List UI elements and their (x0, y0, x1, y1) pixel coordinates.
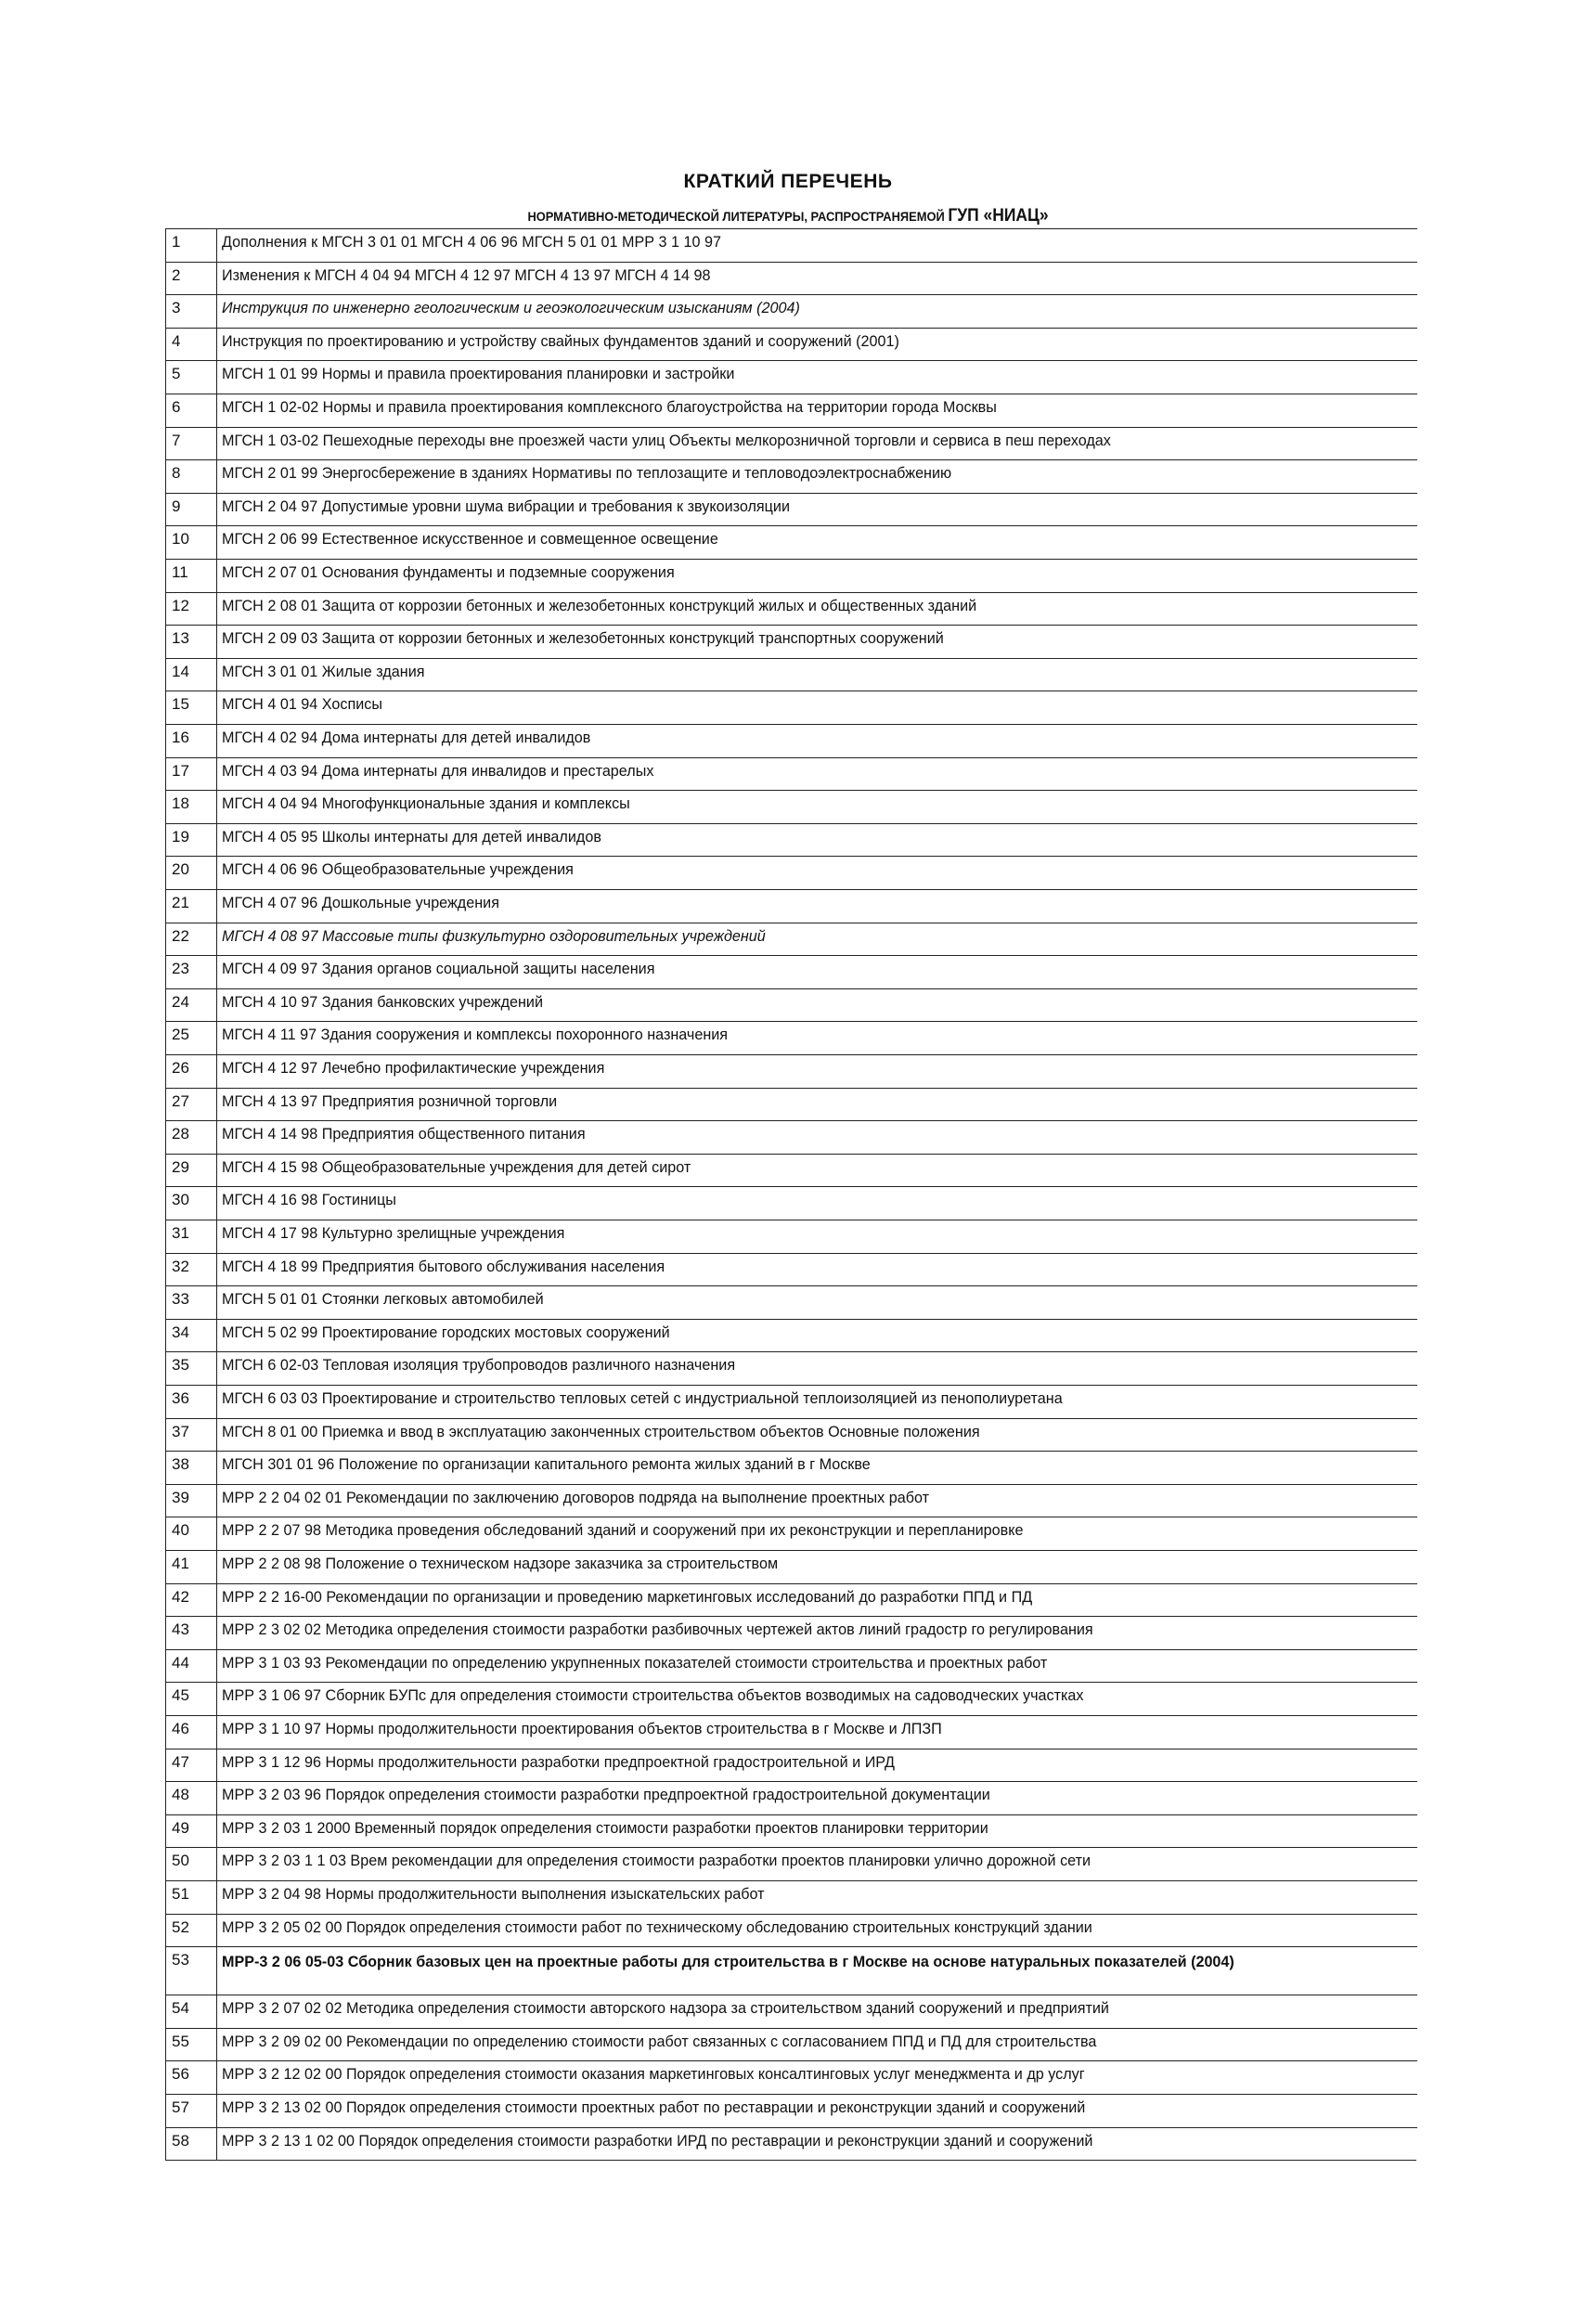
column-divider (216, 1716, 217, 1749)
list-row (166, 2060, 1417, 2094)
list-row (166, 1880, 1417, 1914)
row-number: 42 (172, 1587, 189, 1606)
row-number: 55 (172, 2032, 189, 2050)
row-number: 1 (172, 233, 181, 251)
row-title: МРР 2 2 07 98 Методика проведения обследований зданий и сооружений при их реконструкции и перепланировке (222, 1522, 1024, 1540)
list-row (166, 328, 1417, 361)
column-divider (216, 2095, 217, 2127)
list-row (166, 559, 1417, 592)
list-row (166, 1847, 1417, 1880)
column-divider (216, 229, 217, 262)
row-title: МРР 2 2 04 02 01 Рекомендации по заключению договоров подряда на выполнение проектных работ (222, 1489, 930, 1506)
row-title: МГСН 4 01 94 Хосписы (222, 696, 382, 714)
row-title: МГСН 4 03 94 Дома интернаты для инвалидов и престарелых (222, 762, 654, 780)
row-number: 40 (172, 1521, 189, 1540)
column-divider (216, 758, 217, 791)
column-divider (216, 1419, 217, 1452)
column-divider (216, 1452, 217, 1484)
column-divider (216, 890, 217, 923)
column-divider (216, 1782, 217, 1814)
column-divider (216, 725, 217, 757)
list-row (166, 1351, 1417, 1385)
row-title: МГСН 4 14 98 Предприятия общественного питания (222, 1126, 586, 1143)
row-title: МГСН 1 02-02 Нормы и правила проектирования комплексного благоустройства на территории города Москвы (222, 399, 997, 416)
list-row (166, 1749, 1417, 1782)
row-title: МРР 2 3 02 02 Методика определения стоимости разработки разбивочных чертежей актов линий градостр го регулирования (222, 1621, 1093, 1639)
row-number: 23 (172, 960, 189, 978)
list-row (166, 459, 1417, 493)
row-number: 7 (172, 431, 181, 449)
list-row (166, 988, 1417, 1022)
list-row (166, 757, 1417, 791)
list-row (166, 1946, 1417, 1995)
column-divider (216, 329, 217, 361)
row-number: 46 (172, 1720, 189, 1737)
row-title: МГСН 1 03-02 Пешеходные переходы вне проезжей части улиц Объекты мелкорозничной торговли и сервиса в пеш переходах (222, 432, 1111, 449)
list-row (166, 1682, 1417, 1715)
row-title: МРР 3 1 03 93 Рекомендации по определению укрупненных показателей стоимости строительства и проектных работ (222, 1654, 1048, 1672)
subtitle-organization: ГУП «НИАЦ» (948, 206, 1049, 226)
row-number: 8 (172, 464, 181, 483)
column-divider (216, 1915, 217, 1947)
list-row (166, 1120, 1417, 1154)
row-number: 27 (172, 1091, 189, 1110)
row-number: 21 (172, 894, 189, 911)
row-number: 47 (172, 1752, 189, 1771)
row-title: МРР 3 1 12 96 Нормы продолжительности разработки предпроектной градостроительной и ИРД (222, 1753, 895, 1771)
column-divider (216, 1947, 217, 1995)
row-title: МГСН 4 17 98 Культурно зрелищные учреждения (222, 1225, 565, 1242)
row-title: МГСН 2 06 99 Естественное искусственное и совмещенное освещение (222, 531, 718, 549)
list-row (166, 923, 1417, 956)
row-title: МГСН 4 02 94 Дома интернаты для детей инвалидов (222, 729, 591, 746)
column-divider (216, 1584, 217, 1617)
row-number: 53 (172, 1951, 189, 1969)
column-divider (216, 1617, 217, 1649)
row-title: МРР 3 2 03 96 Порядок определения стоимости разработки предпроектной градостроительной документации (222, 1787, 990, 1804)
row-title: МГСН 2 04 97 Допустимые уровни шума вибрации и требования к звукоизоляции (222, 497, 791, 515)
row-title: МГСН 4 13 97 Предприятия розничной торговли (222, 1092, 558, 1110)
row-number: 33 (172, 1290, 189, 1309)
row-title: МГСН 4 12 97 Лечебно профилактические учреждения (222, 1060, 605, 1077)
row-number: 49 (172, 1818, 189, 1837)
column-divider (216, 1220, 217, 1253)
list-row (166, 1088, 1417, 1121)
row-title: МГСН 5 01 01 Стоянки легковых автомобилей (222, 1291, 544, 1309)
column-divider (216, 857, 217, 889)
row-title: МРР 3 2 12 02 00 Порядок определения стоимости оказания маркетинговых консалтинговых услуг менеджмента и др услуг (222, 2066, 1085, 2084)
row-title: МГСН 6 03 03 Проектирование и строительство тепловых сетей с индустриальной теплоизоляцией из пенополиуретана (222, 1390, 1063, 1407)
column-divider (216, 263, 217, 295)
column-divider (216, 626, 217, 658)
row-title: МГСН 301 01 96 Положение по организации капитального ремонта жилых зданий в г Москве (222, 1456, 871, 1474)
column-divider (216, 1749, 217, 1782)
row-number: 44 (172, 1653, 189, 1672)
row-title: МРР 3 2 03 1 2000 Временный порядок определения стоимости разработки проектов планировки территории (222, 1819, 988, 1837)
row-number: 50 (172, 1852, 189, 1870)
list-row (166, 658, 1417, 691)
literature-list (165, 228, 1417, 2160)
row-title: МРР 3 1 06 97 Сборник БУПс для определения стоимости строительства объектов возводимых на садоводческих участках (222, 1687, 1084, 1705)
column-divider (216, 791, 217, 823)
row-number: 22 (172, 926, 189, 945)
row-title: МГСН 4 15 98 Общеобразовательные учреждения для детей сирот (222, 1158, 691, 1176)
row-number: 24 (172, 992, 189, 1011)
list-row (166, 1385, 1417, 1418)
row-number: 32 (172, 1257, 189, 1275)
list-row (166, 1484, 1417, 1517)
list-row (166, 1154, 1417, 1187)
list-row (166, 1814, 1417, 1848)
row-number: 17 (172, 761, 189, 780)
list-row (166, 856, 1417, 889)
list-row (166, 1914, 1417, 1947)
column-divider (216, 1485, 217, 1517)
row-number: 56 (172, 2065, 189, 2084)
column-divider (216, 1187, 217, 1220)
column-divider (216, 1517, 217, 1550)
row-title: МРР 3 2 04 98 Нормы продолжительности выполнения изыскательских работ (222, 1886, 765, 1903)
list-row (166, 1418, 1417, 1452)
row-title: МГСН 4 06 96 Общеобразовательные учреждения (222, 861, 574, 879)
list-row (166, 525, 1417, 559)
row-title: МГСН 2 01 99 Энергосбережение в зданиях Нормативы по теплозащите и тепловодоэлектроснабжению (222, 465, 952, 483)
row-title: МГСН 4 04 94 Многофункциональные здания и комплексы (222, 795, 630, 813)
row-number: 30 (172, 1191, 189, 1209)
column-divider (216, 956, 217, 988)
column-divider (216, 494, 217, 526)
column-divider (216, 1650, 217, 1683)
list-row (166, 1319, 1417, 1352)
row-title: МРР 3 2 05 02 00 Порядок определения стоимости работ по техническому обследованию строительных конструкций здании (222, 1918, 1092, 1936)
list-row (166, 1021, 1417, 1054)
row-number: 34 (172, 1323, 189, 1341)
column-divider (216, 428, 217, 460)
list-row (166, 724, 1417, 757)
row-title: Инструкция по инженерно геологическим и геоэкологическим изысканиям (2004) (222, 300, 800, 317)
list-row (166, 1550, 1417, 1583)
list-row (166, 360, 1417, 394)
list-row (166, 2028, 1417, 2061)
row-title: МГСН 4 05 95 Школы интернаты для детей инвалидов (222, 828, 601, 846)
row-title: МРР 3 2 03 1 1 03 Врем рекомендации для определения стоимости разработки проектов планировки улично дорожной сети (222, 1853, 1092, 1870)
row-title: МГСН 2 09 03 Защита от коррозии бетонных и железобетонных конструкций транспортных сооружений (222, 630, 944, 648)
row-title: МРР 3 2 13 1 02 00 Порядок определения стоимости разработки ИРД по реставрации и реконструкции зданий и сооружений (222, 2132, 1093, 2150)
row-title: МГСН 5 02 99 Проектирование городских мостовых сооружений (222, 1323, 670, 1341)
row-number: 58 (172, 2131, 189, 2150)
row-title: МГСН 2 07 01 Основания фундаменты и подземные сооружения (222, 564, 675, 581)
row-number: 48 (172, 1786, 189, 1804)
column-divider (216, 1386, 217, 1418)
column-divider (216, 460, 217, 493)
row-title: МГСН 4 11 97 Здания сооружения и комплексы похоронного назначения (222, 1026, 729, 1044)
list-row (166, 790, 1417, 823)
row-number: 11 (172, 563, 188, 581)
row-title: МГСН 4 16 98 Гостиницы (222, 1192, 396, 1209)
column-divider (216, 824, 217, 857)
list-row (166, 2094, 1417, 2127)
row-title: Инструкция по проектированию и устройству свайных фундаментов зданий и сооружений (2001) (222, 332, 899, 350)
row-number: 14 (172, 662, 189, 680)
list-row (166, 2127, 1417, 2161)
row-number: 9 (172, 497, 181, 515)
column-divider (216, 2029, 217, 2061)
subtitle-text: НОРМАТИВНО-МЕТОДИЧЕСКОЙ ЛИТЕРАТУРЫ, РАСПРОСТРАНЯЕМОЙ (527, 209, 949, 224)
list-row (166, 427, 1417, 460)
column-divider (216, 989, 217, 1022)
document-title: КРАТКИЙ ПЕРЕЧЕНЬ (683, 171, 893, 192)
row-title: МГСН 8 01 00 Приемка и ввод в эксплуатацию законченных строительством объектов Основные положения (222, 1423, 980, 1440)
column-divider (216, 1848, 217, 1880)
column-divider (216, 1320, 217, 1352)
column-divider (216, 1995, 217, 2028)
row-number: 31 (172, 1224, 189, 1242)
list-row (166, 1715, 1417, 1749)
column-divider (216, 923, 217, 956)
row-title: МРР 3 2 07 02 02 Методика определения стоимости авторского надзора за строительством зданий сооружений и предприятий (222, 2000, 1109, 2018)
row-number: 35 (172, 1356, 189, 1375)
row-number: 6 (172, 398, 181, 416)
row-number: 10 (172, 530, 189, 549)
row-number: 43 (172, 1620, 189, 1639)
document-subtitle (63, 206, 1513, 226)
row-number: 39 (172, 1488, 189, 1506)
row-title: МГСН 4 09 97 Здания органов социальной защиты населения (222, 961, 655, 978)
list-row (166, 592, 1417, 626)
row-number: 20 (172, 860, 189, 879)
row-number: 4 (172, 331, 181, 350)
row-number: 41 (172, 1555, 189, 1572)
column-divider (216, 526, 217, 559)
row-title: Изменения к МГСН 4 04 94 МГСН 4 12 97 МГСН 4 13 97 МГСН 4 14 98 (222, 266, 711, 284)
column-divider (216, 1121, 217, 1154)
row-number: 26 (172, 1059, 189, 1077)
row-number: 13 (172, 629, 189, 648)
row-title: МГСН 4 08 97 Массовые типы физкультурно оздоровительных учреждений (222, 927, 766, 945)
list-bottom-border (165, 2160, 1416, 2161)
column-divider (216, 2128, 217, 2161)
column-divider (216, 560, 217, 592)
list-row (166, 625, 1417, 658)
row-number: 28 (172, 1125, 189, 1143)
list-row (166, 1451, 1417, 1484)
row-number: 16 (172, 729, 189, 746)
column-divider (216, 1254, 217, 1286)
column-divider (216, 593, 217, 626)
row-title: МГСН 3 01 01 Жилые здания (222, 663, 425, 680)
row-number: 51 (172, 1885, 189, 1903)
row-title: МРР 2 2 08 98 Положение о техническом надзоре заказчика за строительством (222, 1556, 779, 1572)
list-row (166, 1054, 1417, 1088)
row-title: МРР 2 2 16-00 Рекомендации по организации и проведению маркетинговых исследований до разработки ППД и ПД (222, 1588, 1033, 1606)
row-title: МРР-3 2 06 05-03 Сборник базовых цен на проектные работы для строительства в г Москве на основе натуральных показателей (2004) (222, 1954, 1234, 1971)
list-row (166, 955, 1417, 988)
list-row (166, 691, 1417, 724)
column-divider (216, 659, 217, 691)
list-row (166, 1781, 1417, 1814)
row-number: 19 (172, 827, 189, 846)
row-number: 18 (172, 794, 189, 813)
list-row (166, 823, 1417, 857)
column-divider (216, 1551, 217, 1583)
row-number: 54 (172, 1999, 189, 2018)
row-title: МГСН 6 02-03 Тепловая изоляция трубопроводов различного назначения (222, 1357, 736, 1375)
row-number: 38 (172, 1455, 189, 1474)
column-divider (216, 1055, 217, 1088)
row-number: 2 (172, 265, 181, 284)
row-number: 29 (172, 1157, 189, 1176)
list-row (166, 1186, 1417, 1220)
column-divider (216, 1352, 217, 1385)
row-title: МРР 3 2 09 02 00 Рекомендации по определению стоимости работ связанных с согласованием ППД и ПД для строительства (222, 2033, 1097, 2050)
column-divider (216, 361, 217, 394)
row-number: 3 (172, 299, 181, 317)
column-divider (216, 1815, 217, 1848)
column-divider (216, 691, 217, 724)
column-divider (216, 1881, 217, 1914)
row-title: МГСН 2 08 01 Защита от коррозии бетонных и железобетонных конструкций жилых и общественных зданий (222, 597, 977, 614)
row-number: 57 (172, 2098, 189, 2116)
list-row (166, 1253, 1417, 1286)
row-number: 12 (172, 596, 189, 614)
list-row (166, 394, 1417, 427)
row-number: 36 (172, 1389, 189, 1407)
row-title: Дополнения к МГСН 3 01 01 МГСН 4 06 96 МГСН 5 01 01 МРР 3 1 10 97 (222, 234, 722, 251)
list-row (166, 1995, 1417, 2028)
row-number: 37 (172, 1422, 189, 1440)
list-row (166, 294, 1417, 328)
row-title: МРР 3 2 13 02 00 Порядок определения стоимости проектных работ по реставрации и реконструкции зданий и сооружений (222, 2099, 1086, 2116)
list-row (166, 1517, 1417, 1550)
column-divider (216, 1683, 217, 1715)
column-divider (216, 1155, 217, 1187)
row-number: 5 (172, 365, 181, 383)
list-row (166, 228, 1417, 262)
row-title: МРР 3 1 10 97 Нормы продолжительности проектирования объектов строительства в г Москве и ЛПЗП (222, 1721, 942, 1737)
row-title: МГСН 1 01 99 Нормы и правила проектирования планировки и застройки (222, 366, 735, 383)
list-row (166, 1285, 1417, 1319)
column-divider (216, 295, 217, 328)
row-number: 25 (172, 1026, 189, 1044)
row-number: 15 (172, 695, 189, 714)
list-row (166, 1583, 1417, 1617)
row-title: МГСН 4 18 99 Предприятия бытового обслуживания населения (222, 1258, 665, 1275)
column-divider (216, 394, 217, 427)
row-title: МГСН 4 10 97 Здания банковских учреждений (222, 993, 544, 1011)
column-divider (216, 2061, 217, 2094)
row-title: МГСН 4 07 96 Дошкольные учреждения (222, 895, 499, 911)
list-row (166, 493, 1417, 526)
column-divider (216, 1022, 217, 1054)
list-row (166, 262, 1417, 295)
column-divider (216, 1286, 217, 1319)
column-divider (216, 1089, 217, 1121)
list-row (166, 889, 1417, 923)
row-number: 52 (172, 1917, 189, 1936)
list-row (166, 1616, 1417, 1649)
row-number: 45 (172, 1686, 189, 1705)
list-row (166, 1220, 1417, 1253)
list-row (166, 1649, 1417, 1683)
